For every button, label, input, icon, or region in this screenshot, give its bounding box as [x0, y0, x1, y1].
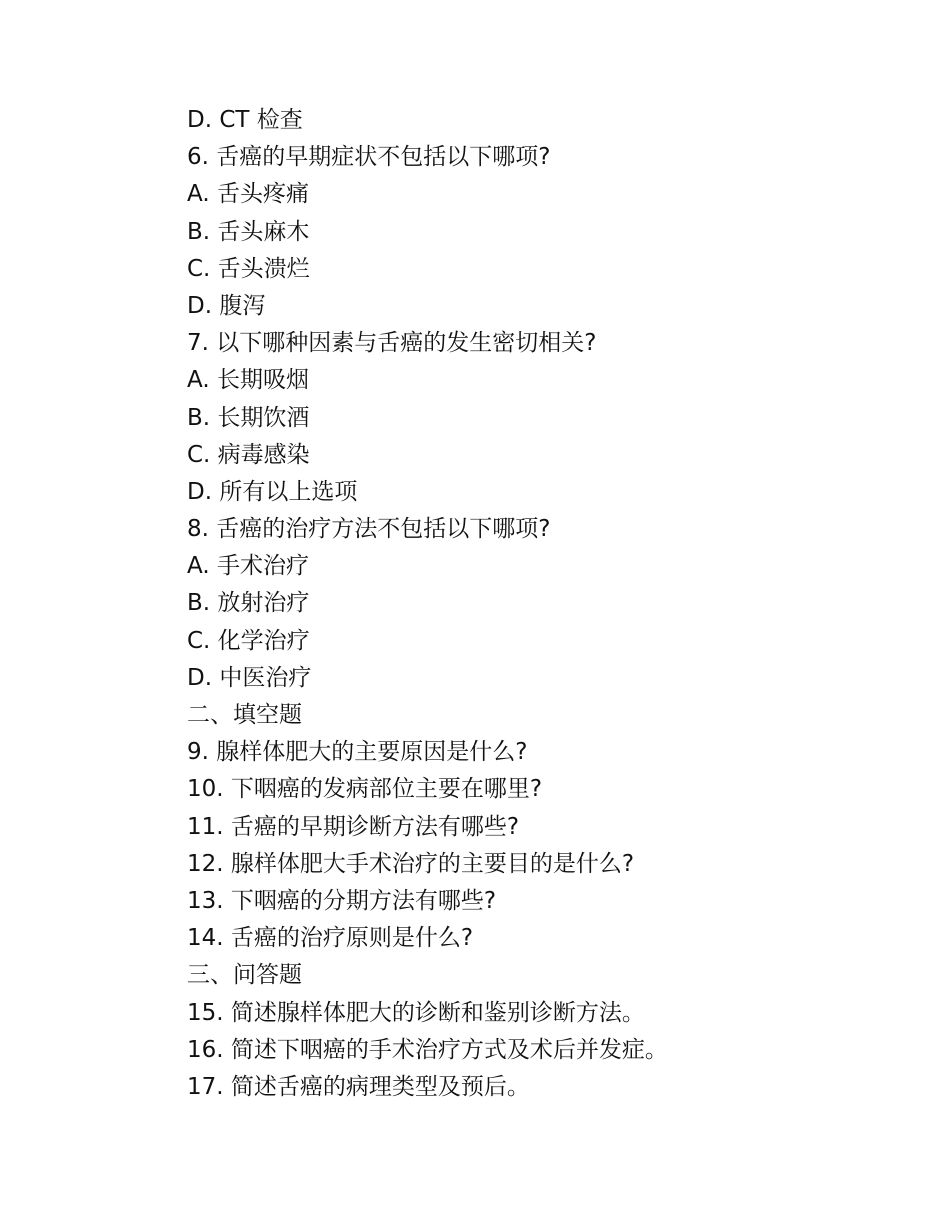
question-15: 15. 简述腺样体肥大的诊断和鉴别诊断方法。: [187, 999, 645, 1026]
option-c: C. 舌头溃烂: [187, 255, 310, 282]
section-heading-short-answer: 三、问答题: [187, 962, 302, 989]
option-b: B. 长期饮酒: [187, 404, 310, 431]
question-6: 6. 舌癌的早期症状不包括以下哪项?: [187, 144, 551, 171]
option-d: D. 腹泻: [187, 292, 266, 319]
option-a: A. 手术治疗: [187, 553, 309, 580]
option-a: A. 舌头疼痛: [187, 181, 309, 208]
question-17: 17. 简述舌癌的病理类型及预后。: [187, 1073, 530, 1100]
option-d: D. 所有以上选项: [187, 478, 358, 505]
question-11: 11. 舌癌的早期诊断方法有哪些?: [187, 813, 520, 840]
option-b: B. 舌头麻木: [187, 218, 310, 245]
question-8: 8. 舌癌的治疗方法不包括以下哪项?: [187, 516, 551, 543]
question-16: 16. 简述下咽癌的手术治疗方式及术后并发症。: [187, 1036, 668, 1063]
option-d-ct: D. CT 检查: [187, 107, 303, 133]
option-c: C. 化学治疗: [187, 627, 310, 654]
option-b: B. 放射治疗: [187, 590, 310, 617]
question-7: 7. 以下哪种因素与舌癌的发生密切相关?: [187, 330, 597, 357]
document-body: [187, 102, 907, 1106]
section-heading-fill-blank: 二、填空题: [187, 702, 302, 728]
question-14: 14. 舌癌的治疗原则是什么?: [187, 925, 474, 952]
option-a: A. 长期吸烟: [187, 367, 309, 394]
option-c: C. 病毒感染: [187, 441, 310, 468]
question-13: 13. 下咽癌的分期方法有哪些?: [187, 887, 497, 914]
question-9: 9. 腺样体肥大的主要原因是什么?: [187, 739, 528, 766]
question-12: 12. 腺样体肥大手术治疗的主要目的是什么?: [187, 850, 635, 877]
question-10: 10. 下咽癌的发病部位主要在哪里?: [187, 776, 543, 803]
option-d: D. 中医治疗: [187, 664, 312, 691]
